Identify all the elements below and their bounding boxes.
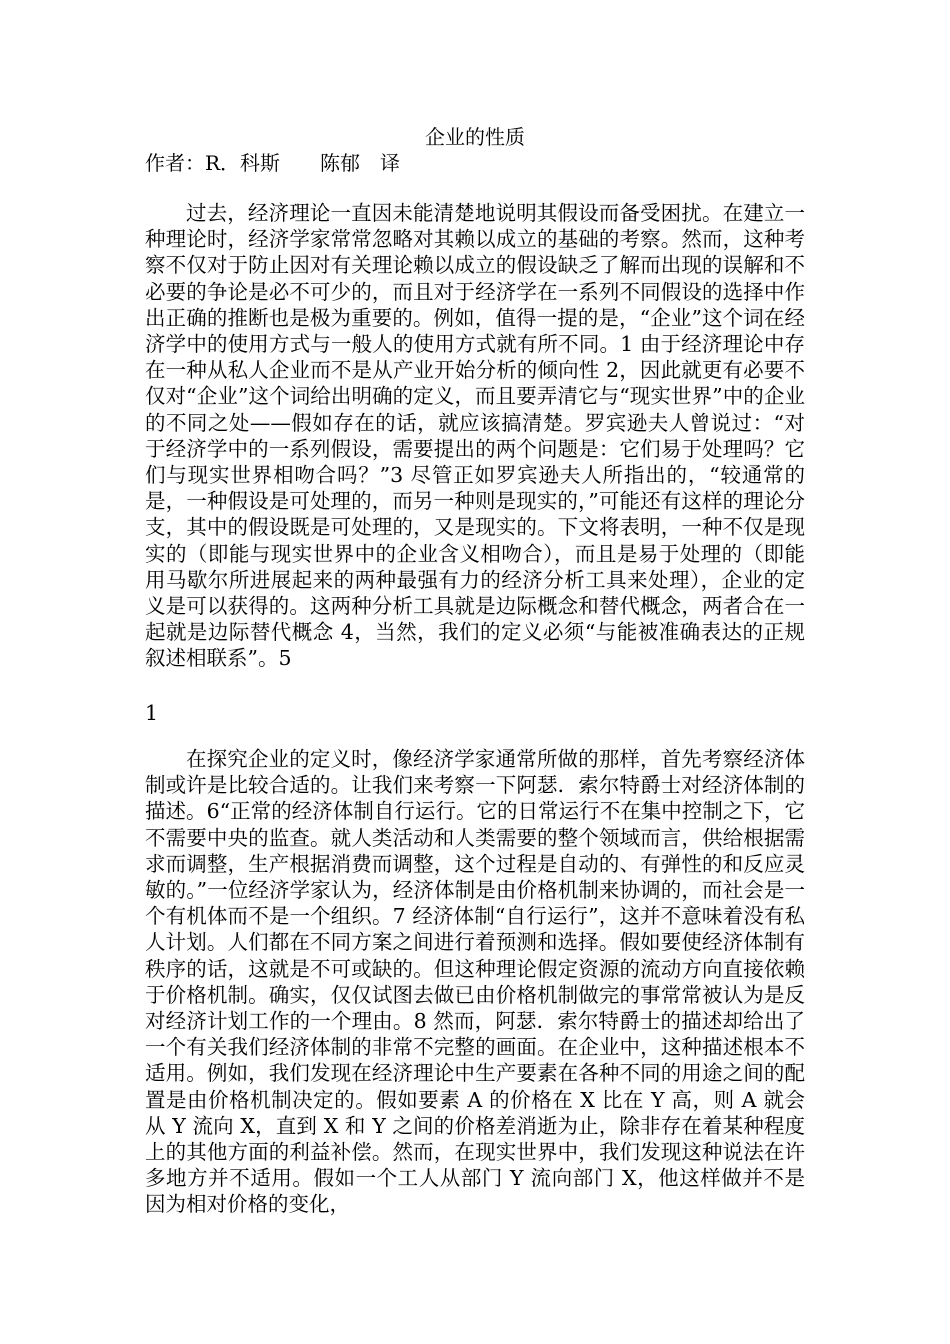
section-number: 1 [145,701,159,725]
body-paragraph-2: 在探究企业的定义时，像经济学家通常所做的那样，首先考察经济体制或许是比较合适的。让我们来考察一下阿瑟．索尔特爵士对经济体制的描述。6“正常的经济体制自行运行。它的日常运行不在集中控制之下，它不需要中央的监查。就人类活动和人类需要的整个领域而言，供给根据需求而调整，生产根据消费而调整，这个过程是自动的、有弹性的和反应灵敏的。”一位经济学家认为，经济体制是由价格机制来协调的，而社会是一个有机体而不是一个组织。7 经济体制“自行运行”，这并不意味着没有私人计划。人们都在不同方案之间进行着预测和选择。假如要使经济体制有秩序的话，这就是不可或缺的。但这种理论假定资源的流动方向直接依赖于价格机制。确实，仅仅试图去做已由价格机制做完的事常常被认为是反对经济计划工作的一个理由。8 然而，阿瑟．索尔特爵士的描述却给出了一个有关我们经济体制的非常不完整的画面。在企业中，这种描述根本不适用。例如，我们发现在经济理论中生产要素在各种不同的用途之间的配置是由价格机制决定的。假如要素 A 的价格在 X 比在 Y 高，则 A 就会从 Y 流向 X，直到 X 和 Y 之间的价格差消逝为止，除非存在着某种程度上的其他方面的利益补偿。然而，在现实世界中，我们发现这种说法在许多地方并不适用。假如一个工人从部门 Y 流向部门 X，他这样做并不是因为相对价格的变化， [145,747,805,1217]
document-title: 企业的性质 [425,125,525,149]
author-byline: 作者：R．科斯 陈郁 译 [145,151,401,175]
body-paragraph-1: 过去，经济理论一直因未能清楚地说明其假设而备受困扰。在建立一种理论时，经济学家常常忽略对其赖以成立的基础的考察。然而，这种考察不仅对于防止因对有关理论赖以成立的假设缺乏了解而出现的误解和不必要的争论是必不可少的，而且对于经济学在一系列不同假设的选择中作出正确的推断也是极为重要的。例如，值得一提的是，“企业”这个词在经济学中的使用方式与一般人的使用方式就有所不同。1 由于经济理论中存在一种从私人企业而不是从产业开始分析的倾向性 2，因此就更有必要不仅对“企业”这个词给出明确的定义，而且要弄清它与“现实世界”中的企业的不同之处——假如存在的话，就应该搞清楚。罗宾逊夫人曾说过：“对于经济学中的一系列假设，需要提出的两个问题是：它们易于处理吗？它们与现实世界相吻合吗？”3 尽管正如罗宾逊夫人所指出的，“较通常的是，一种假设是可处理的，而另一种则是现实的，”可能还有这样的理论分支，其中的假设既是可处理的，又是现实的。下文将表明，一种不仅是现实的（即能与现实世界中的企业含义相吻合），而且是易于处理的（即能用马歇尔所进展起来的两种最强有力的经济分析工具来处理），企业的定义是可以获得的。这两种分析工具就是边际概念和替代概念，两者合在一起就是边际替代概念 4，当然，我们的定义必须“与能被准确表达的正规叙述相联系”。5 [145,201,805,671]
